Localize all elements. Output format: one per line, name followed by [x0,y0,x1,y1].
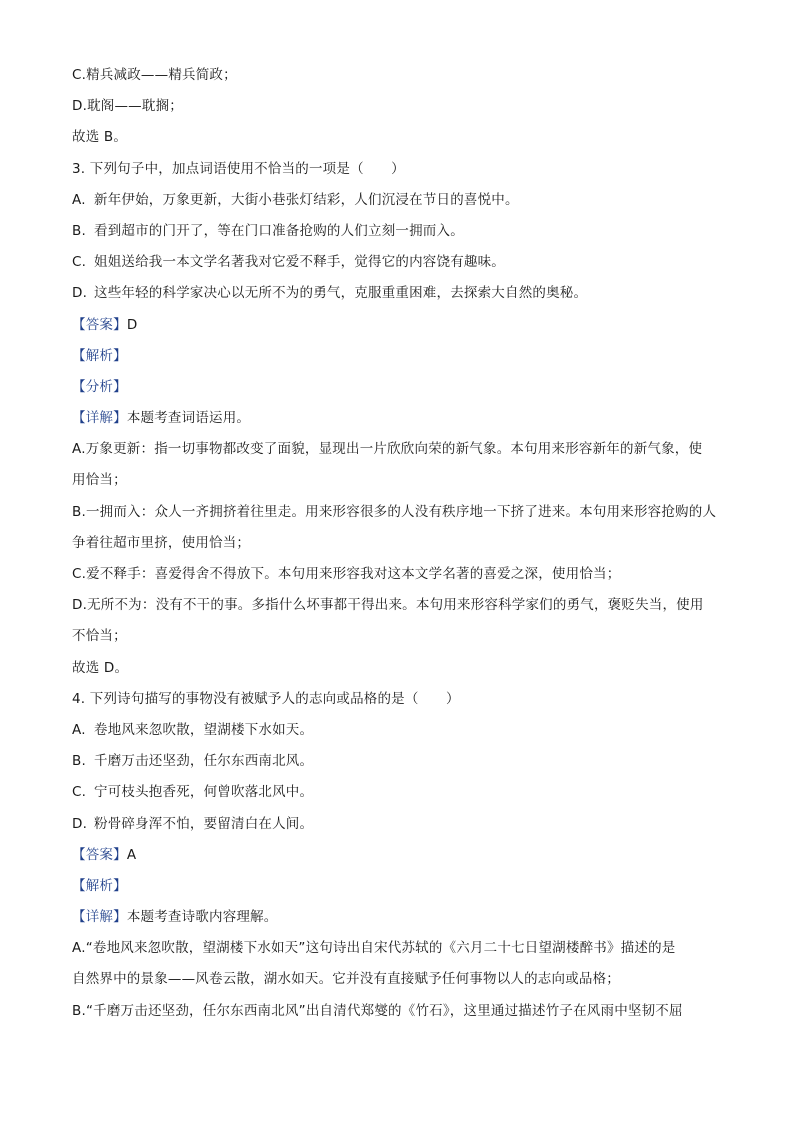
question-4-answer [72,840,722,871]
question-4-option-a [72,715,722,746]
document-page [72,60,722,1027]
question-3-option-c [72,247,722,278]
text-line: C.精兵减政——精兵简政； [72,67,237,83]
question-4-stem: 4. 下列诗句描写的事物没有被赋予人的志向或品格的是（ ） [72,690,460,707]
text-line: 故选 D。 [72,659,129,676]
question-3-answer [72,310,722,341]
option-text: 卷地风来忽吹散，望湖楼下水如天。 [94,721,314,738]
option-letter: A. [72,191,86,208]
text-line: B.“千磨万击还坚劲，任尔东西南北风”出自清代郑燮的《竹石》，这里通过描述竹子在风雨中坚韧不屈 [72,1002,683,1019]
option-letter: C. [72,254,87,271]
option-text: 看到超市的门开了，等在门口准备抢购的人们立刻一拥而入。 [94,222,464,239]
text-line: D.无所不为：没有不干的事。多指什么坏事都干得出来。本句用来形容科学家们的勇气，褒贬失当，使用 [72,597,704,614]
fenxi-label: 【分析】 [72,378,127,395]
question-3-analysis [72,341,722,372]
question-3-detail [72,403,722,434]
text-line: 故选 B。 [72,129,128,146]
text-line: 自然界中的景象——风卷云散，湖水如天。它并没有直接赋予任何事物以人的志向或品格； [72,971,620,988]
detail-label: 【详解】 [72,909,127,926]
question-4-option-b [72,746,722,777]
option-text: 这些年轻的科学家决心以无所不为的勇气，克服重重困难，去探索大自然的奥秘。 [94,285,588,302]
text-line: D.耽阁——耽搁； [72,98,183,115]
text-line: A.“卷地风来忽吹散，望湖楼下水如天”这句诗出自宋代苏轼的《六月二十七日望湖楼醉书》描述的是 [72,940,676,957]
analysis-label: 【解析】 [72,347,127,364]
text-line: A.万象更新：指一切事物都改变了面貌，显现出一片欣欣向荣的新气象。本句用来形容新年的新气象，使 [72,441,703,458]
question-3-option-a [72,185,722,216]
text-line: 争着往超市里挤，使用恰当； [72,534,251,551]
text-line: 用恰当； [72,472,127,489]
analysis-label: 【解析】 [72,877,127,894]
question-4-option-c [72,777,722,808]
question-4-analysis [72,871,722,902]
option-letter: C. [72,784,87,801]
question-3-fenxi [72,372,722,403]
option-text: 姐姐送给我一本文学名著我对它爱不释手，觉得它的内容饶有趣味。 [94,254,505,271]
text-line: 不恰当； [72,628,127,645]
option-text: 宁可枝头抱香死，何曾吹落北风中。 [94,784,314,801]
answer-label: 【答案】 [72,316,127,333]
option-text: 粉骨碎身浑不怕，要留清白在人间。 [94,815,314,832]
option-letter: A. [72,721,86,738]
option-letter: B. [72,753,86,770]
option-letter: D. [72,285,88,302]
text-line: C.爱不释手：喜爱得舍不得放下。本句用来形容我对这本文学名著的喜爱之深，使用恰当； [72,566,621,582]
question-4-option-d [72,809,722,840]
answer-value: D [126,316,138,333]
question-3-stem: 3. 下列句子中，加点词语使用不恰当的一项是（ ） [72,160,405,177]
question-3-option-b [72,216,722,247]
answer-value: A [126,846,137,863]
option-text: 新年伊始，万象更新，大街小巷张灯结彩，人们沉浸在节日的喜悦中。 [94,191,519,208]
detail-label: 【详解】 [72,410,127,427]
text-line: B.一拥而入：众人一齐拥挤着往里走。用来形容很多的人没有秩序地一下挤了进来。本句用来形容抢购的人 [72,503,717,520]
detail-text: 本题考查诗歌内容理解。 [126,909,278,926]
detail-text: 本题考查词语运用。 [126,410,251,427]
option-letter: D. [72,815,88,832]
answer-label: 【答案】 [72,846,127,863]
question-4-detail [72,902,722,933]
question-3-option-d [72,278,722,309]
option-text: 千磨万击还坚劲，任尔东西南北风。 [94,753,314,770]
option-letter: B. [72,222,86,239]
